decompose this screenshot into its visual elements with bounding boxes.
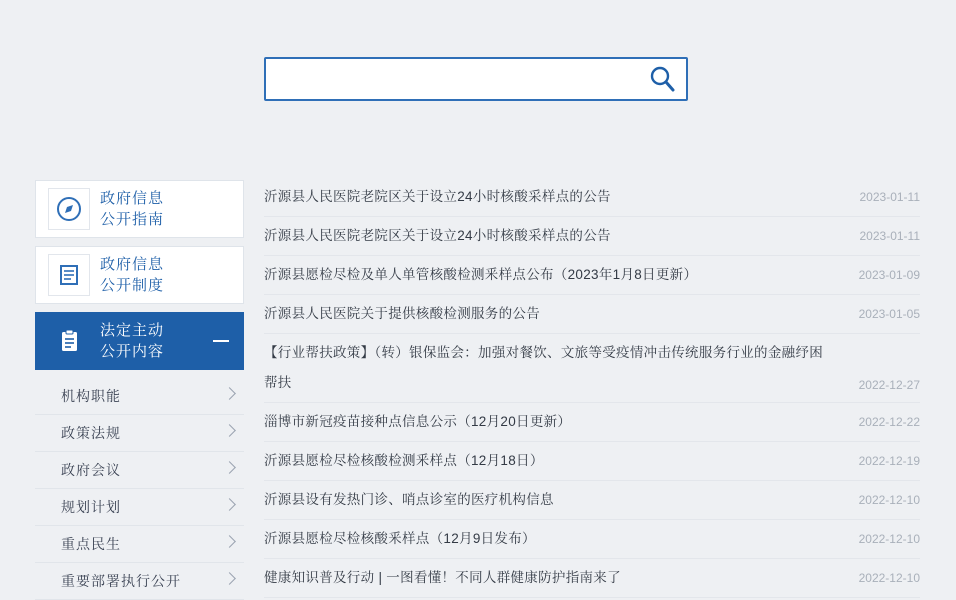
table-row[interactable] [264, 481, 920, 520]
search-box[interactable] [264, 57, 688, 101]
article-date: 2022-12-10 [858, 571, 920, 585]
table-row[interactable] [264, 403, 920, 442]
sidebar [35, 180, 244, 600]
sidebar-card-legal-content[interactable] [35, 312, 244, 370]
table-row[interactable] [264, 256, 920, 295]
article-title[interactable]: 沂源县愿检尽检及单人单管核酸检测釆样点公布（2023年1月8日更新） [264, 267, 698, 282]
sidebar-card-legal-content-label [100, 320, 164, 362]
sidebar-card-system[interactable] [35, 246, 244, 304]
line1: 政府信息 [100, 190, 165, 207]
search-icon[interactable] [648, 65, 676, 93]
article-title[interactable]: 沂源县人民医院关于提供核酸检测服务的公告 [264, 306, 540, 321]
line2: 公开内容 [100, 343, 165, 360]
table-row[interactable] [264, 295, 920, 334]
chevron-right-icon [223, 498, 236, 511]
article-date: 2023-01-11 [859, 229, 920, 243]
article-title[interactable]: 沂源县愿检尽检核酸釆样点（12月9日发布） [264, 531, 536, 546]
table-row[interactable] [264, 217, 920, 256]
article-title[interactable]: 沂源县人民医院老院区关于设立24小时核酸采样点的公告 [264, 189, 611, 204]
sidebar-item-label: 政策法规 [61, 425, 121, 441]
search-input[interactable] [278, 59, 662, 101]
chevron-right-icon [223, 535, 236, 548]
sidebar-item-label: 重要部署执行公开 [61, 573, 181, 589]
sidebar-card-guide-label [100, 188, 164, 230]
table-row[interactable] [264, 178, 920, 217]
table-row[interactable] [264, 334, 920, 403]
compass-icon [48, 188, 90, 230]
clipboard-icon [48, 320, 90, 362]
sidebar-card-guide[interactable] [35, 180, 244, 238]
line1: 法定主动 [100, 322, 165, 339]
line2: 公开制度 [100, 277, 165, 294]
sidebar-item-key-livelihood[interactable] [35, 526, 244, 563]
article-date: 2022-12-10 [858, 532, 920, 546]
table-row[interactable] [264, 559, 920, 598]
sidebar-item-government-meetings[interactable] [35, 452, 244, 489]
sidebar-item-plans[interactable] [35, 489, 244, 526]
sidebar-sub-list [35, 378, 244, 600]
article-date: 2023-01-11 [859, 190, 920, 204]
article-date: 2023-01-05 [858, 307, 920, 321]
sidebar-card-system-label [100, 254, 164, 296]
sidebar-item-policies-regulations[interactable] [35, 415, 244, 452]
chevron-right-icon [223, 387, 236, 400]
article-title[interactable]: 沂源县愿检尽检核酸检测釆样点（12月18日） [264, 453, 544, 468]
sidebar-item-key-deployment[interactable] [35, 563, 244, 600]
sidebar-item-label: 机构职能 [61, 388, 121, 404]
article-date: 2022-12-27 [858, 378, 920, 392]
sidebar-item-label: 规划计划 [61, 499, 121, 515]
chevron-right-icon [223, 424, 236, 437]
article-title[interactable]: 【行业帮扶政策】（转）银保监会：加强对餐饮、文旅等受疫情冲击传统服务行业的金融纾困帮扶 [264, 345, 824, 390]
article-date: 2022-12-10 [858, 493, 920, 507]
line1: 政府信息 [100, 256, 165, 273]
sidebar-item-label: 重点民生 [61, 536, 121, 552]
article-title[interactable]: 淄博市新冠疫苗接种点信息公示（12月20日更新） [264, 414, 572, 429]
document-icon [48, 254, 90, 296]
article-title[interactable]: 沂源县人民医院老院区关于设立24小时核酸采样点的公告 [264, 228, 611, 243]
chevron-right-icon [223, 461, 236, 474]
article-title[interactable]: 健康知识普及行动 | 一图看懂！不同人群健康防护指南来了 [264, 570, 621, 585]
article-date: 2022-12-19 [858, 454, 920, 468]
article-title[interactable]: 沂源县设有发热门诊、哨点诊室的医疗机构信息 [264, 492, 554, 507]
sidebar-item-label: 政府会议 [61, 462, 121, 478]
table-row[interactable] [264, 520, 920, 559]
collapse-minus-icon[interactable] [213, 340, 229, 342]
article-date: 2022-12-22 [858, 415, 920, 429]
sidebar-item-institution-functions[interactable] [35, 378, 244, 415]
table-row[interactable] [264, 442, 920, 481]
chevron-right-icon [223, 572, 236, 585]
search-area [264, 57, 688, 101]
article-list [264, 178, 920, 598]
article-date: 2023-01-09 [858, 268, 920, 282]
line2: 公开指南 [100, 211, 165, 228]
